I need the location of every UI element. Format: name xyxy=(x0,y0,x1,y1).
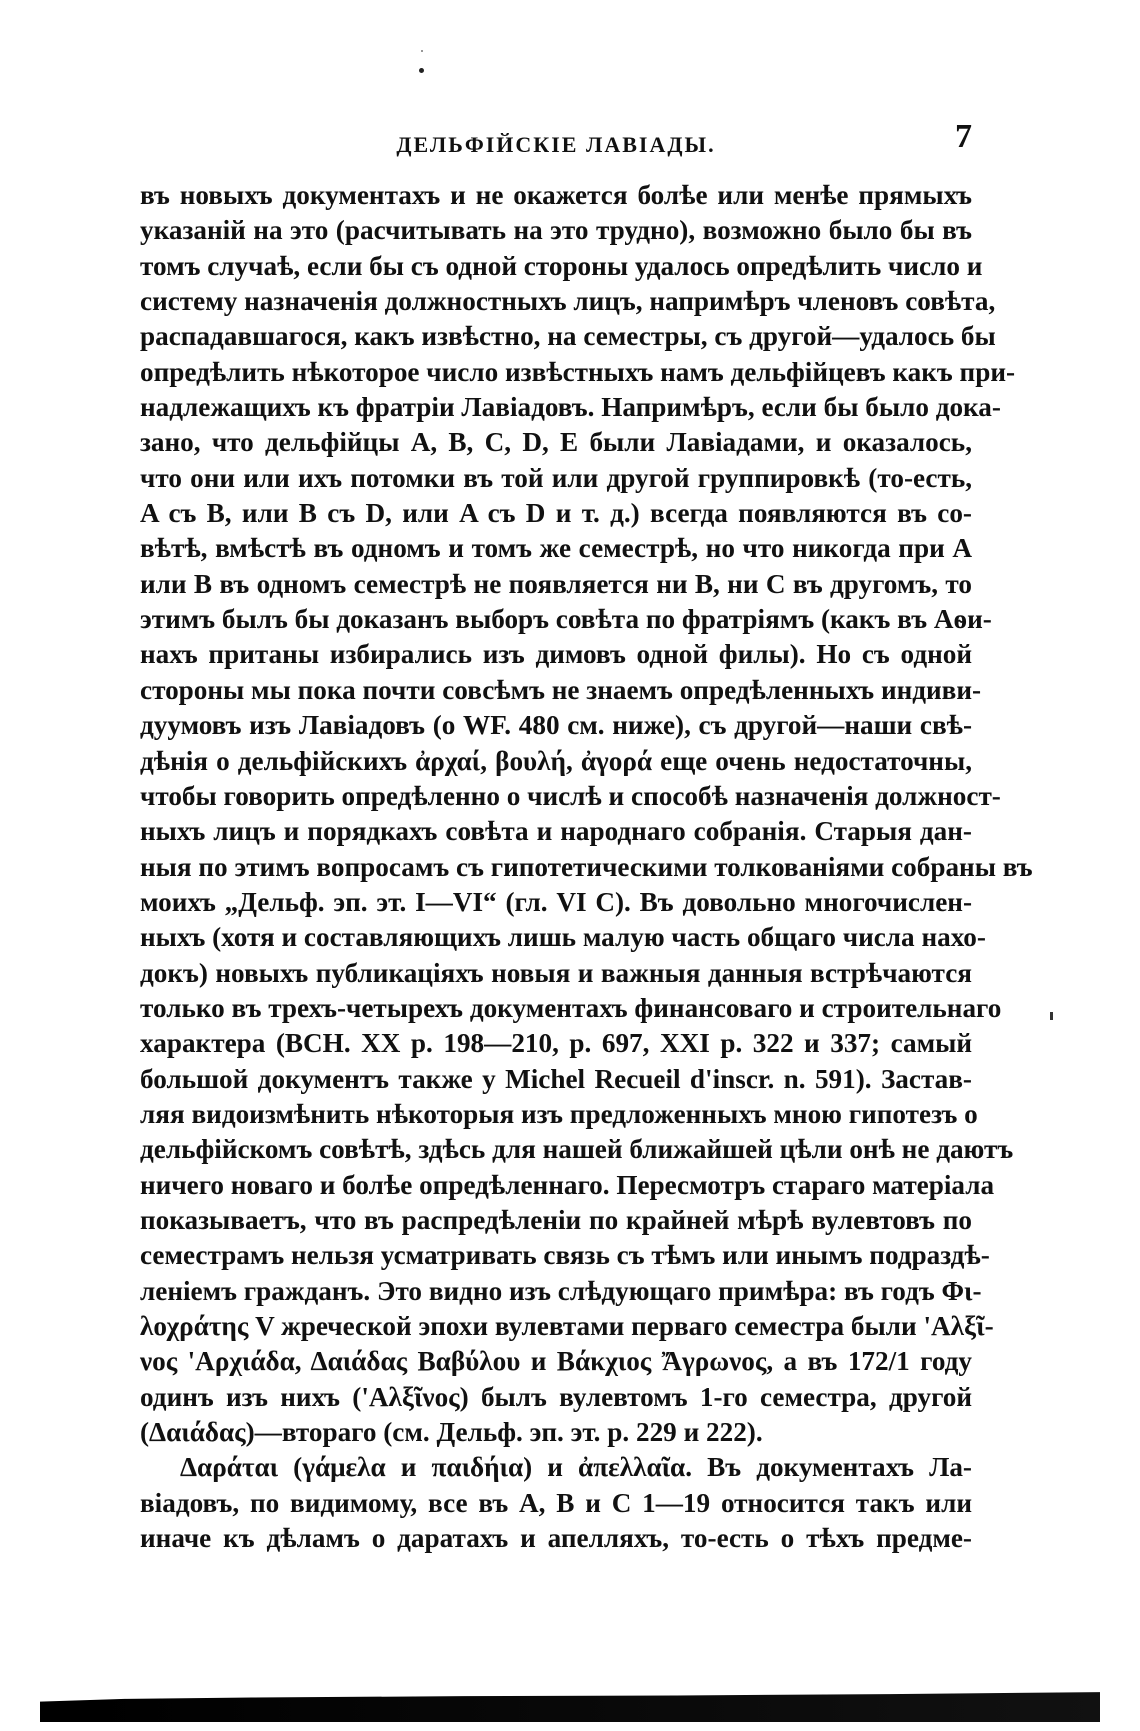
text-line: только въ трехъ-четырехъ документахъ финансоваго и строительнаго xyxy=(140,992,1002,1023)
text-line: одинъ изъ нихъ ('Αλξῖνος) былъ вулевтомъ 1-го семестра, другой xyxy=(140,1381,972,1412)
text-line: характера (BCH. XX p. 198—210, p. 697, XXI p. 322 и 337; самый xyxy=(140,1028,972,1059)
text-line: или B въ одномъ семестрѣ не появляется ни B, ни C въ другомъ, то xyxy=(140,568,972,599)
text-line: томъ случаѣ, если бы съ одной стороны удалось опредѣлить число и xyxy=(140,250,983,281)
text-line: семестрамъ нельзя усматривать связь съ тѣмъ или инымъ подраздѣ- xyxy=(140,1240,990,1271)
text-line: A съ B, или B съ D, или A съ D и т. д.) всегда появляются въ со- xyxy=(140,498,972,529)
page-number: 7 xyxy=(955,118,972,155)
text-line: νος 'Αρχιάδα, Δαιάδας Βαβύλου и Βάκχιος Ἄγρωνος, а въ 172/1 году xyxy=(140,1346,972,1377)
text-line: что они или ихъ потомки въ той или другой группировкѣ (то-есть, xyxy=(140,462,972,493)
text-line: моихъ „Дельф. эп. эт. I—VI“ (гл. VI C). Въ довольно многочислен- xyxy=(140,886,972,917)
text-line: ничего новаго и болѣе опредѣленнаго. Пересмотръ стараго матеріала xyxy=(140,1169,995,1200)
text-line: віадовъ, по видимому, все въ A, B и C 1—19 относится такъ или xyxy=(140,1487,972,1518)
text-line: надлежащихъ къ фратріи Лавіадовъ. Напримѣръ, если бы было дока- xyxy=(140,392,1001,423)
text-line: показываетъ, что въ распредѣленіи по крайней мѣрѣ вулевтовъ по xyxy=(140,1204,972,1235)
text-line: леніемъ гражданъ. Это видно изъ слѣдующаго примѣра: въ годъ Φι- xyxy=(140,1275,982,1306)
page-header xyxy=(140,118,972,158)
print-speck xyxy=(421,50,423,52)
text-line: систему назначенія должностныхъ лицъ, напримѣръ членовъ совѣта, xyxy=(140,286,996,317)
text-line: λοχράτης V жреческой эпохи вулевтами перваго семестра были 'Αλξῖ- xyxy=(140,1311,994,1341)
text-line: опредѣлить нѣкоторое число извѣстныхъ намъ дельфійцевъ какъ при- xyxy=(140,356,1016,387)
scan-edge-shadow xyxy=(0,1680,1140,1731)
text-line: ляя видоизмѣнить нѣкоторыя изъ предложенныхъ мною гипотезъ о xyxy=(140,1098,978,1129)
text-line: ныхъ (хотя и составляющихъ лишь малую часть общаго числа нахо- xyxy=(140,922,986,953)
text-line: большой документъ также у Michel Recueil d'inscr. n. 591). Застав- xyxy=(140,1063,972,1094)
text-line: стороны мы пока почти совсѣмъ не знаемъ опредѣленныхъ индиви- xyxy=(140,674,982,705)
print-speck xyxy=(419,68,424,73)
text-line: дуумовъ изъ Лавіадовъ (о WF. 480 см. ниже), съ другой—наши свѣ- xyxy=(140,710,972,741)
text-line-last: (Δαιάδας)—втораго (см. Дельф. эп. эт. p. 229 и 222). xyxy=(140,1417,763,1448)
print-speck xyxy=(1050,1012,1053,1020)
text-line: ныхъ лицъ и порядкахъ совѣта и народнаго собранія. Старыя дан- xyxy=(140,816,972,847)
text-line: распадавшагося, какъ извѣстно, на семестры, съ другой—удалось бы xyxy=(140,321,996,352)
paragraph-start-line: Δαράται (γάμελα и παιδήια) и ἀπελλαῖα. Въ документахъ Ла- xyxy=(180,1452,972,1483)
text-line: чтобы говорить опредѣленно о числѣ и способѣ назначенія должност- xyxy=(140,780,1001,811)
running-title: ДЕЛЬФІЙСКІЕ ЛАВІАДЫ. xyxy=(396,132,716,157)
text-line: дѣнія о дельфійскихъ ἀρχαί, βουλή, ἀγορά еще очень недостаточны, xyxy=(140,745,972,776)
text-line: вѣтѣ, вмѣстѣ въ одномъ и томъ же семестрѣ, но что никогда при A xyxy=(140,533,972,564)
text-line: въ новыхъ документахъ и не окажется болѣе или менѣе прямыхъ xyxy=(140,180,972,210)
text-line: докъ) новыхъ публикаціяхъ новыя и важныя данныя встрѣчаются xyxy=(140,957,972,988)
text-line: этимъ былъ бы доказанъ выборъ совѣта по фратріямъ (какъ въ Аѳи- xyxy=(140,604,992,635)
text-line: указаній на это (расчитывать на это трудно), возможно было бы въ xyxy=(140,215,972,246)
scan-edge-ink xyxy=(40,1688,1100,1722)
text-line: нахъ пританы избирались изъ димовъ одной филы). Но съ одной xyxy=(140,639,972,670)
text-line: ныя по этимъ вопросамъ съ гипотетическими толкованіями собраны въ xyxy=(140,851,1033,882)
text-line: зано, что дельфійцы A, B, C, D, E были Лавіадами, и оказалось, xyxy=(140,427,972,458)
body-text xyxy=(140,178,1033,1556)
text-line: иначе къ дѣламъ о даратахъ и апелляхъ, то-есть о тѣхъ предме- xyxy=(140,1523,972,1554)
text-line: дельфійскомъ совѣтѣ, здѣсь для нашей ближайшей цѣли онѣ не даютъ xyxy=(140,1134,1014,1165)
